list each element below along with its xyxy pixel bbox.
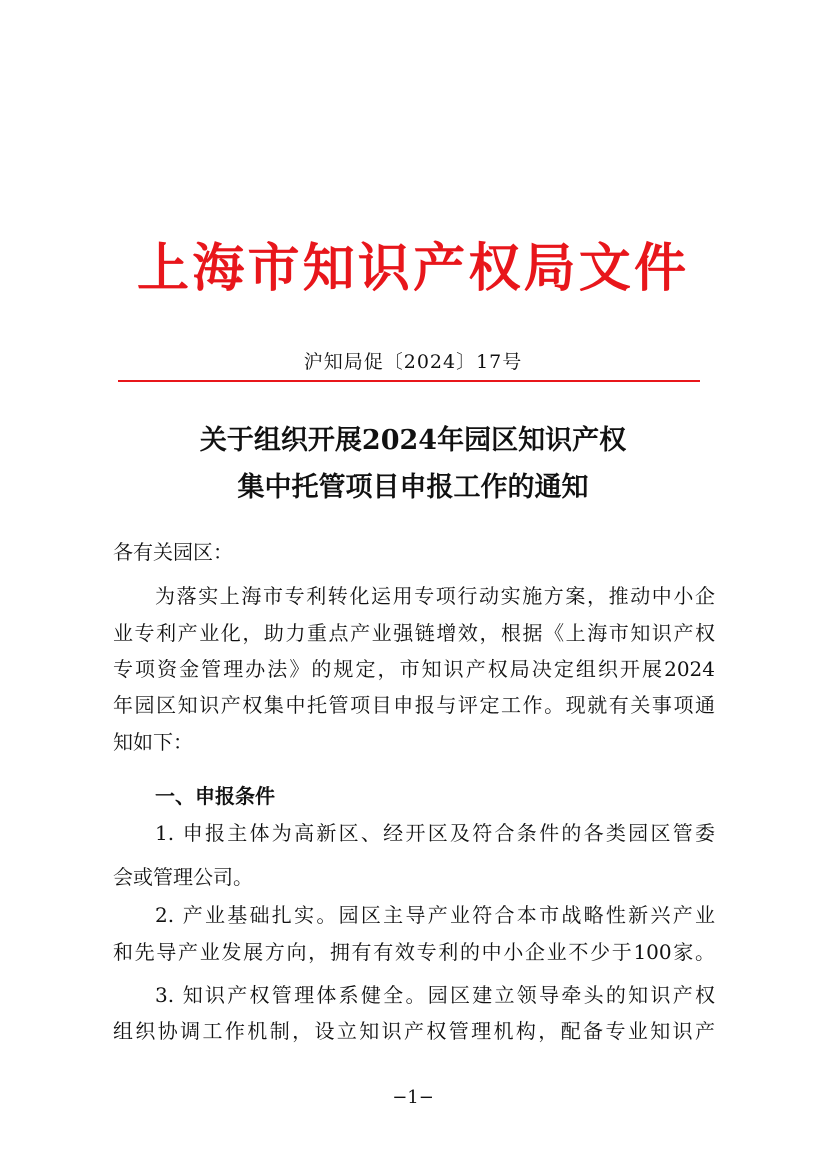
notice-title-line-1: 关于组织开展2024年园区知识产权: [199, 425, 627, 456]
condition-item-line: 组织协调工作机制，设立知识产权管理机构，配备专业知识产: [113, 1019, 715, 1043]
condition-item-line: 3. 知识产权管理体系健全。园区建立领导牵头的知识产权: [155, 983, 715, 1007]
section-heading: 一、申报条件: [155, 784, 275, 808]
intro-line: 知如下：: [113, 730, 193, 754]
document-issuer-title: 上海市知识产权局文件: [137, 238, 686, 299]
condition-item-line: 2. 产业基础扎实。园区主导产业符合本市战略性新兴产业: [155, 903, 715, 927]
intro-line: 为落实上海市专利转化运用专项行动实施方案，推动中小企: [155, 584, 715, 608]
salutation: 各有关园区：: [113, 540, 233, 564]
intro-line: 业专利产业化，助力重点产业强链增效，根据《上海市知识产权: [113, 621, 715, 645]
condition-item-line: 1. 申报主体为高新区、经开区及符合条件的各类园区管委: [155, 821, 715, 845]
intro-line: 年园区知识产权集中托管项目申报与评定工作。现就有关事项通: [113, 693, 715, 717]
document-number: 沪知局促〔2024〕17号: [303, 351, 523, 373]
intro-line: 专项资金管理办法》的规定，市知识产权局决定组织开展2024: [113, 657, 715, 681]
red-divider-line: [118, 380, 700, 382]
condition-item-line: 会或管理公司。: [113, 865, 253, 889]
page-number: −1−: [392, 1087, 434, 1108]
condition-item-line: 和先导产业发展方向，拥有有效专利的中小企业不少于100家。: [113, 940, 715, 964]
notice-title-line-2: 集中托管项目申报工作的通知: [237, 472, 589, 503]
